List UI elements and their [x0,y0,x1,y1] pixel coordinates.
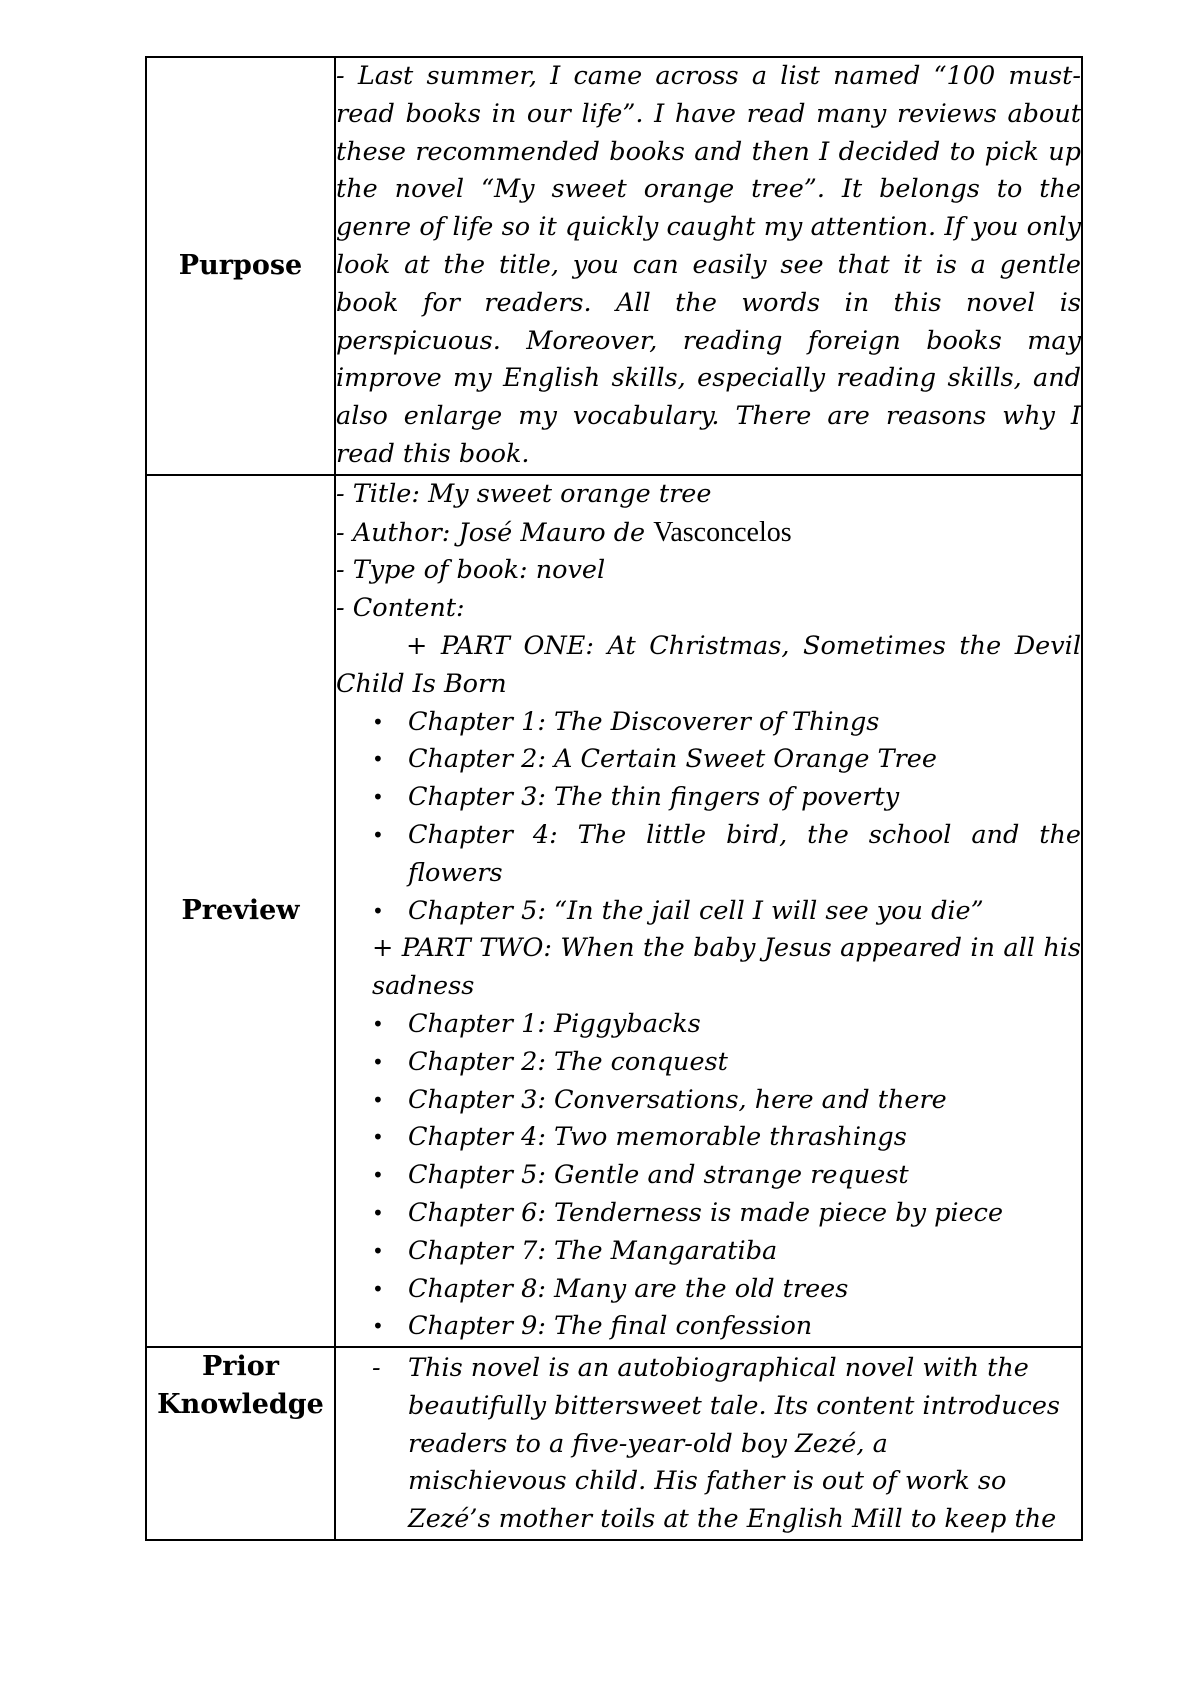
chapter-title: Chapter 4: The little bird, the school and the flowers [408,819,1081,888]
part-one-chapter-list [336,704,1081,931]
chapter-item [372,1157,1081,1195]
bullet-icon: • [372,1238,384,1263]
preview-type-line: - Type of book: novel [336,555,606,586]
preview-row [146,475,1082,1347]
chapter-item [372,741,1081,779]
dash-marker: - [372,1353,381,1384]
bullet-icon: • [372,1087,384,1112]
prior-knowledge-line: This novel is an autobiographical novel with the [408,1353,1029,1384]
part-two-chapter-list [336,1006,1081,1346]
bullet-icon: • [372,1276,384,1301]
chapter-item [372,1233,1081,1271]
chapter-item [372,1119,1081,1157]
chapter-item [372,1308,1081,1346]
bullet-icon: • [372,1163,384,1188]
chapter-item [372,1195,1081,1233]
purpose-row [146,57,1082,475]
chapter-title: Chapter 4: Two memorable thrashings [408,1122,907,1153]
prior-knowledge-label [146,1347,335,1540]
bullet-icon: • [372,1011,384,1036]
chapter-title: Chapter 5: Gentle and strange request [408,1160,909,1191]
prior-knowledge-row [146,1347,1082,1540]
chapter-item [372,1006,1081,1044]
chapter-item [372,1271,1081,1309]
bullet-icon: • [372,1049,384,1074]
preview-author-line [336,514,1081,553]
chapter-title: Chapter 8: Many are the old trees [408,1273,849,1304]
chapter-title: Chapter 1: Piggybacks [408,1008,701,1039]
bullet-icon: • [372,1125,384,1150]
prior-knowledge-line: mischievous child. His father is out of work so [408,1466,1007,1497]
prior-knowledge-item [372,1350,1071,1539]
chapter-title: Chapter 5: “In the jail cell I will see you die” [408,895,984,926]
prior-label-line1: Prior [201,1351,280,1383]
prior-knowledge-content [335,1347,1082,1540]
bullet-icon: • [372,709,384,734]
bullet-icon: • [372,785,384,810]
author-prefix: - Author: José Mauro de [336,517,654,548]
chapter-title: Chapter 3: The thin fingers of poverty [408,782,900,813]
chapter-item [372,704,1081,742]
part-one-heading: + PART ONE: At Christmas, Sometimes the Devil Child Is Born [336,630,1081,699]
chapter-item [372,817,1081,893]
reading-report-table [145,56,1083,1541]
bullet-icon: • [372,898,384,923]
chapter-item [372,893,1081,931]
chapter-title: Chapter 2: A Certain Sweet Orange Tree [408,744,937,775]
preview-content-line: - Content: [336,593,465,624]
bullet-icon: • [372,1200,384,1225]
chapter-title: Chapter 1: The Discoverer of Things [408,706,880,737]
chapter-item [372,1044,1081,1082]
preview-content [335,475,1082,1347]
chapter-title: Chapter 7: The Mangaratiba [408,1235,778,1266]
purpose-label: Purpose [146,57,335,475]
purpose-content [335,57,1082,475]
chapter-item [372,779,1081,817]
preview-title-line: - Title: My sweet orange tree [336,478,712,509]
prior-knowledge-line: beautifully bittersweet tale. Its content introduces [408,1390,1060,1421]
prior-label-line2: Knowledge [157,1389,324,1421]
chapter-item [372,1082,1081,1120]
chapter-title: Chapter 6: Tenderness is made piece by piece [408,1197,1004,1228]
preview-label: Preview [146,475,335,1347]
bullet-icon: • [372,747,384,772]
purpose-text: - Last summer, I came across a list named “100 must-read books in our life”. I have read many reviews about these recommended books and then I decided to pick up the novel “My sweet orange tree”. It belongs to the genre of life so it quickly caught my attention. If you only look at the title, you can easily see that it is a gentle book for readers. All the words in this novel is perspicuous. Moreover, reading foreign books may improve my English skills, especially reading skills, and also enlarge my vocabulary. There are reasons why I read this book. [336,61,1081,469]
chapter-title: Chapter 9: The final confession [408,1311,813,1342]
bullet-icon: • [372,1314,384,1339]
prior-knowledge-text [408,1350,1071,1539]
chapter-title: Chapter 3: Conversations, here and there [408,1084,947,1115]
chapter-title: Chapter 2: The conquest [408,1046,728,1077]
part-two-heading: + PART TWO: When the baby Jesus appeared in all his sadness [372,933,1081,1002]
prior-knowledge-line: Zezé’s mother toils at the English Mill to keep the [408,1504,1057,1535]
prior-knowledge-line: readers to a five-year-old boy Zezé, a [408,1428,888,1459]
author-surname: Vasconcelos [653,516,792,548]
bullet-icon: • [372,822,384,847]
